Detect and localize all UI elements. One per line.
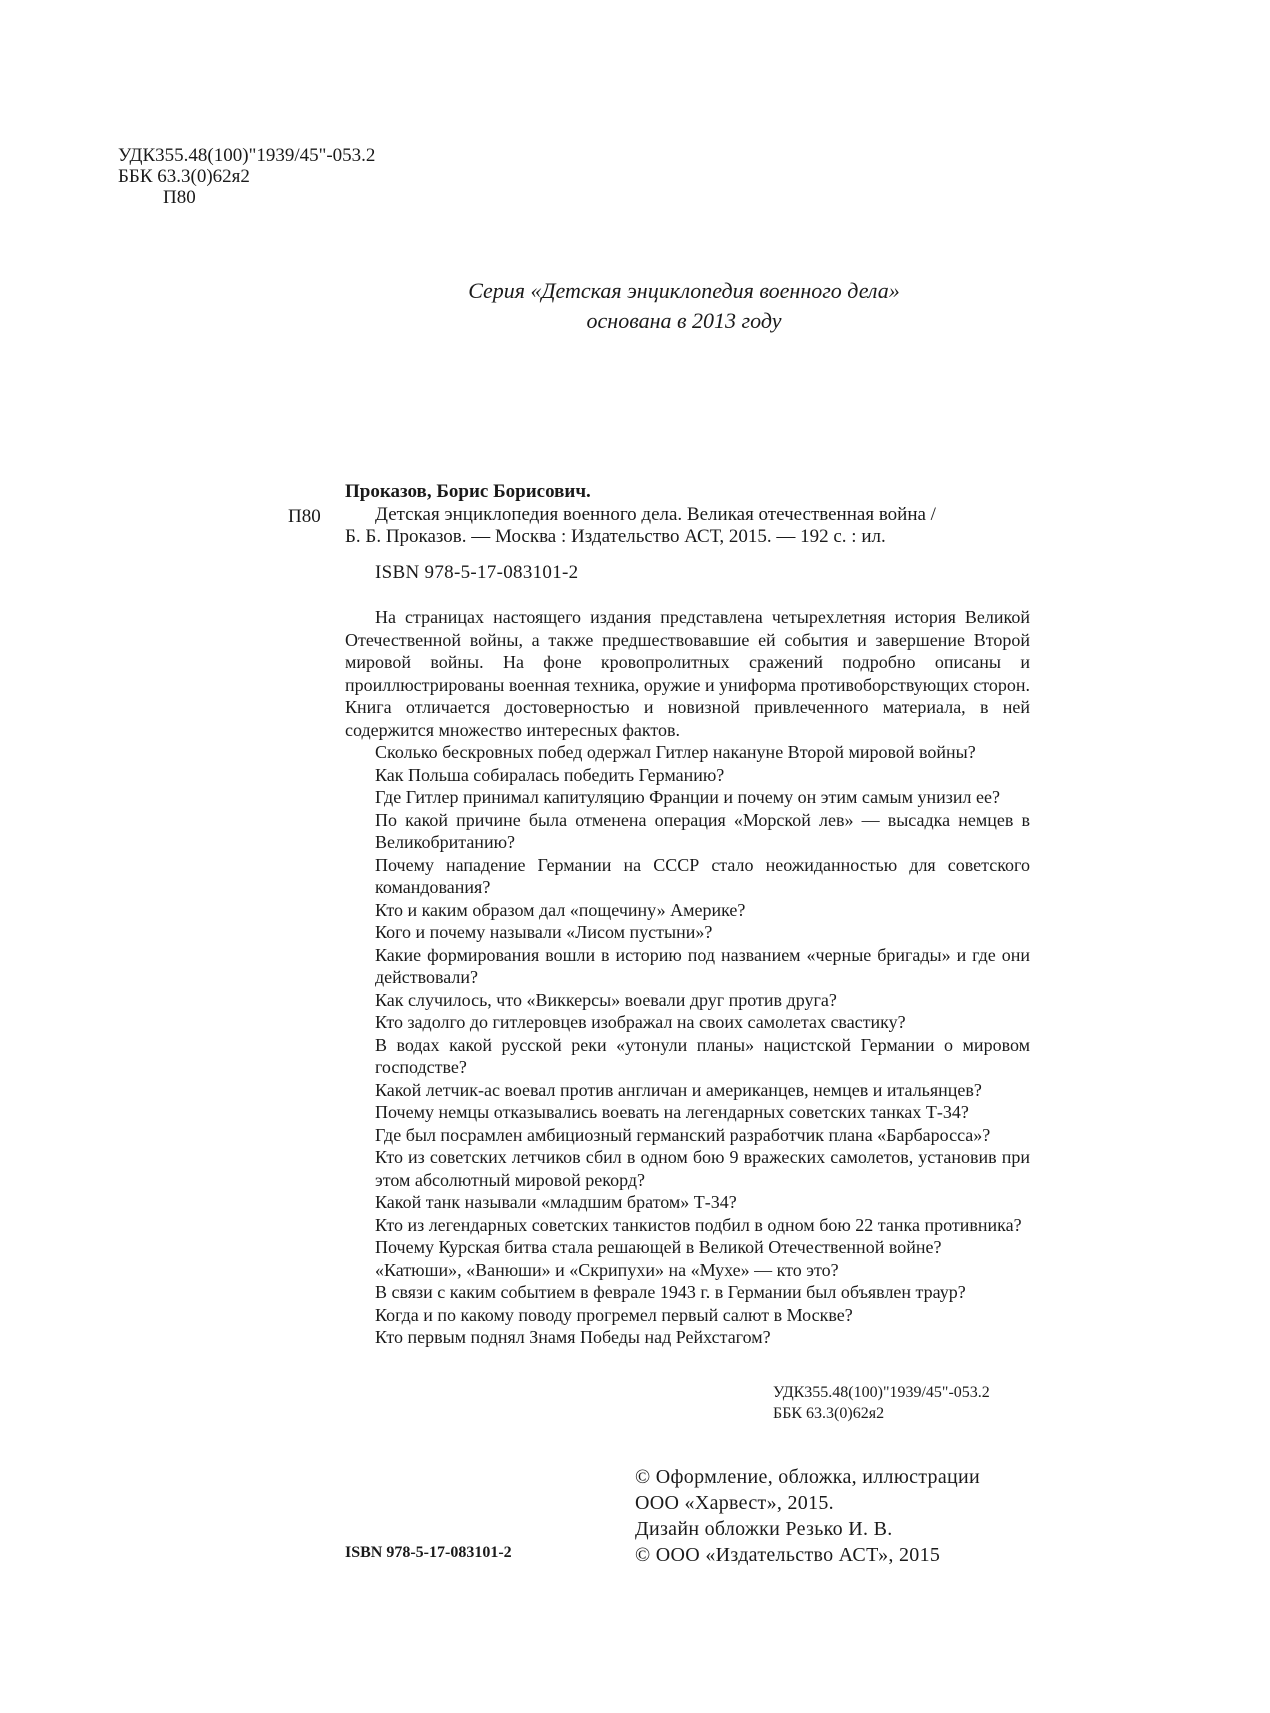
bbk-code: ББК 63.3(0)62я2 [118,166,250,187]
series-line-1: Серия «Детская энциклопедия военного дела» [468,278,900,303]
series-note [300,276,1068,336]
annotation-intro: На страницах настоящего издания представлена четырехлетняя история Великой Отечественной войны, а также предшествовавшие ей события и завершение Второй мировой войны. На фоне кровопролитных сражений подробно описаны и проиллюстрированы военная техника, оружие и униформа противоборствующих сторон. Книга отличается достоверностью и новизной привлеченного материала, в ней содержится множество интересных фактов. [345,607,1030,740]
record-author: Проказов, Борис Борисович. [345,481,591,502]
question-item: Сколько бескровных побед одержал Гитлер накануне Второй мировой войны? [375,742,976,762]
question-item: Почему Курская битва стала решающей в Великой Отечественной войне? [375,1237,942,1257]
question-item: Кто и каким образом дал «пощечину» Америке? [375,899,746,920]
author-mark: П80 [163,187,196,208]
question-item: Кого и почему называли «Лисом пустыни»? [375,922,713,942]
question-item: В водах какой русской реки «утонули планы» нацистской Германии о мировом господстве? [375,1034,1030,1077]
bib-line-2: Б. Б. Проказов. — Москва : Издательство АСТ, 2015. — 192 с. : ил. [345,526,886,547]
question-item: В связи с каким событием в феврале 1943 г. в Германии был объявлен траур? [375,1282,966,1302]
question-item: Кто задолго до гитлеровцев изображал на своих самолетах свастику? [375,1012,906,1032]
udk-code: УДК355.48(100)"1939/45"-053.2 [118,145,376,166]
question-item: Как случилось, что «Виккерсы» воевали друг против друга? [375,989,837,1010]
record-author-mark: П80 [288,506,321,527]
isbn-bottom: ISBN 978-5-17-083101-2 [345,1544,512,1561]
question-item: Где был посрамлен амбициозный германский разработчик плана «Барбаросса»? [375,1124,991,1145]
question-item: Как Польша собиралась победить Германию? [375,764,725,785]
bib-line-1: Детская энциклопедия военного дела. Великая отечественная война / [375,504,936,525]
question-item: «Катюши», «Ванюши» и «Скрипухи» на «Мухе» — кто это? [375,1259,839,1280]
copyright-block [635,1464,980,1568]
copyright-line-4: © ООО «Издательство АСТ», 2015 [635,1544,941,1566]
question-item: Какой летчик-ас воевал против англичан и американцев, немцев и итальянцев? [375,1079,982,1100]
bottom-classification-codes [773,1382,990,1424]
bottom-udk-code: УДК355.48(100)"1939/45"-053.2 [773,1384,990,1401]
question-item: Кто первым поднял Знамя Победы над Рейхстагом? [375,1327,771,1347]
question-item: Кто из советских летчиков сбил в одном бою 9 вражеских самолетов, установив при этом абсолютный мировой рекорд? [375,1147,1030,1190]
question-item: По какой причине была отменена операция «Морской лев» — высадка немцев в Великобританию? [375,809,1030,852]
question-item: Кто из легендарных советских танкистов подбил в одном бою 22 танка противника? [375,1214,1022,1235]
series-line-2: основана в 2013 году [586,308,782,333]
copyright-line-3: Дизайн обложки Резько И. В. [635,1518,893,1540]
bottom-bbk-code: ББК 63.3(0)62я2 [773,1405,885,1422]
question-item: Когда и по какому поводу прогремел первый салют в Москве? [375,1304,853,1325]
question-list [345,741,1030,1349]
top-classification-codes [118,145,375,208]
bibliographic-description [345,504,936,548]
annotation [345,606,1030,1349]
copyright-line-2: ООО «Харвест», 2015. [635,1492,834,1514]
copyright-line-1: © Оформление, обложка, иллюстрации [635,1466,981,1488]
question-item: Почему нападение Германии на СССР стало неожиданностью для советского командования? [375,854,1030,897]
question-item: Где Гитлер принимал капитуляцию Франции и почему он этим самым унизил ее? [375,787,1000,807]
question-item: Какой танк называли «младшим братом» Т-34? [375,1192,737,1212]
record-isbn: ISBN 978-5-17-083101-2 [375,562,579,583]
question-item: Какие формирования вошли в историю под названием «черные бригады» и где они действовали? [375,944,1030,987]
question-item: Почему немцы отказывались воевать на легендарных советских танках Т-34? [375,1102,969,1122]
